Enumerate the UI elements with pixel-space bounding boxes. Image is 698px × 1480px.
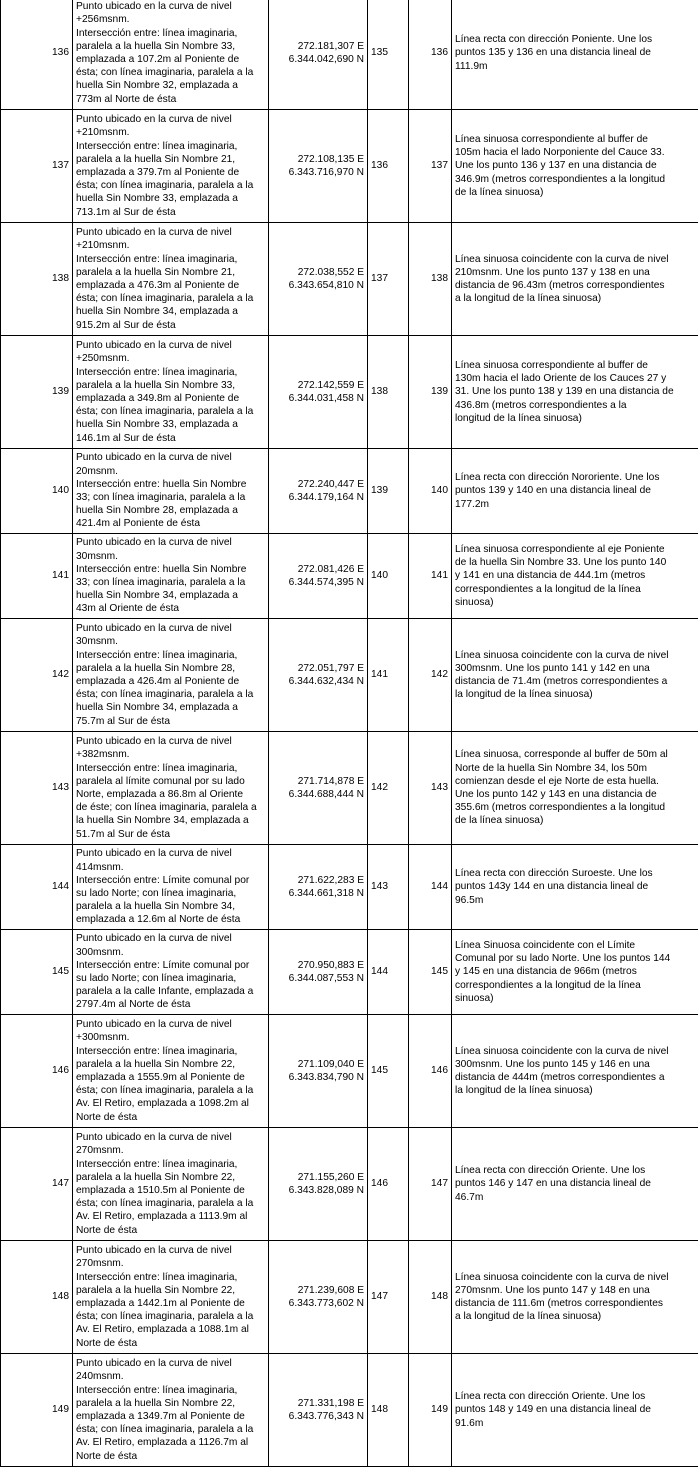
utm-coordinates <box>269 930 368 1015</box>
description-line: 75.7m al Sur de ésta <box>76 715 171 727</box>
utm-coordinates <box>269 110 368 223</box>
description-line: Av. El Retiro, emplazada a 1126.7m al <box>76 1437 249 1449</box>
point-description <box>73 619 269 732</box>
segment-from-point: 136 <box>368 110 409 223</box>
description-line: Norte de ésta <box>76 1111 138 1123</box>
point-number: 142 <box>1 619 73 732</box>
utm-coordinates <box>269 619 368 732</box>
segment-to-point: 140 <box>409 449 452 534</box>
table-row <box>1 619 698 732</box>
description-line: 43m al Oriente de ésta <box>76 603 180 615</box>
segment-from-point: 141 <box>368 619 409 732</box>
description-line: emplazada a 426.4m al Poniente de <box>76 676 240 687</box>
segment-line: Línea recta con dirección Nororiente. Une los <box>455 472 660 484</box>
point-description <box>73 930 269 1015</box>
segment-line: Línea sinuosa coincidente con la curva de nivel <box>455 1271 669 1283</box>
description-line: Punto ubicado en la curva de nivel <box>76 848 232 860</box>
segment-description <box>452 732 698 845</box>
point-number: 145 <box>1 930 73 1015</box>
utm-coordinates <box>269 1354 368 1467</box>
segment-line: longitud de la línea sinuosa) <box>455 412 582 424</box>
coordinate-east: 271.239,608 E <box>297 1284 364 1296</box>
segment-line: 111.9m <box>455 60 488 72</box>
coordinate-north: 6.343.828,089 N <box>288 1185 364 1196</box>
segment-line: la longitud de la línea sinuosa) <box>455 1085 593 1097</box>
segment-line: 210msnm. Une los punto 137 y 138 en una <box>455 266 650 278</box>
segment-line: puntos 135 y 136 en una distancia lineal de <box>455 47 651 59</box>
segment-line: Une los punto 136 y 137 en una distancia de <box>455 160 657 172</box>
segment-to-point: 138 <box>409 223 452 336</box>
utm-coordinates <box>269 0 368 110</box>
description-line: ésta; con línea imaginaria, paralela a la <box>76 1311 254 1323</box>
segment-line: 300msnm. Une los punto 141 y 142 en una <box>455 662 650 674</box>
description-line: emplazada a 349.8m al Poniente de <box>76 393 240 404</box>
description-line: emplazada a 1555.9m al Poniente de <box>76 1072 245 1083</box>
table-row <box>1 336 698 449</box>
point-description <box>73 1354 269 1467</box>
coordinate-east: 271.622,283 E <box>297 874 364 886</box>
segment-line: 91.6m <box>455 1417 484 1429</box>
description-line: 421.4m al Poniente de ésta <box>76 518 201 530</box>
description-line: paralela a la huella Sin Nombre 34, <box>76 901 236 913</box>
description-line: Punto ubicado en la curva de nivel <box>76 1132 232 1144</box>
description-line: +210msnm. <box>76 240 130 252</box>
segment-from-point: 142 <box>368 732 409 845</box>
segment-line: 300msnm. Une los punto 145 y 146 en una <box>455 1058 650 1070</box>
coordinate-east: 272.081,426 E <box>297 563 364 575</box>
segment-from-point: 143 <box>368 845 409 930</box>
point-number: 149 <box>1 1354 73 1467</box>
segment-line: Línea sinuosa correspondiente al eje Poniente <box>455 543 665 555</box>
utm-coordinates <box>269 732 368 845</box>
coordinate-east: 271.155,260 E <box>297 1171 364 1183</box>
description-line: Punto ubicado en la curva de nivel <box>76 623 232 635</box>
description-line: huella Sin Nombre 33, emplazada a <box>76 193 238 205</box>
segment-line: Línea sinuosa correspondiente al buffer de <box>455 359 648 371</box>
table-body <box>1 0 698 1467</box>
coordinate-east: 271.714,878 E <box>297 775 364 787</box>
description-line: Punto ubicado en la curva de nivel <box>76 1245 232 1257</box>
description-line: emplazada a 476.3m al Poniente de <box>76 280 240 291</box>
segment-from-point: 144 <box>368 930 409 1015</box>
description-line: ésta; con línea imaginaria, paralela a la <box>76 1424 254 1436</box>
segment-line: Línea recta con dirección Oriente. Une los <box>455 1165 646 1177</box>
segment-line: 105m hacia el lado Norponiente del Cauce 33. <box>455 147 665 159</box>
segment-description <box>452 0 698 110</box>
description-line: ésta; con línea imaginaria, paralela a la <box>76 180 254 192</box>
table-row <box>1 223 698 336</box>
description-line: Intersección entre: línea imaginaria, <box>76 762 238 774</box>
segment-line: distancia de 444m (metros correspondientes a <box>455 1072 665 1083</box>
point-number: 138 <box>1 223 73 336</box>
description-line: 270msnm. <box>76 1258 124 1270</box>
point-number: 143 <box>1 732 73 845</box>
segment-to-point: 146 <box>409 1015 452 1128</box>
segment-line: y 141 en una distancia de 444.1m (metros <box>455 570 646 582</box>
segment-line: puntos 146 y 147 en una distancia lineal de <box>455 1178 651 1190</box>
segment-line: 130m hacia el lado Oriente de los Cauces 27 y <box>455 373 667 385</box>
description-line: 240msnm. <box>76 1371 124 1383</box>
point-number: 136 <box>1 0 73 110</box>
description-line: Intersección entre: línea imaginaria, <box>76 1384 238 1396</box>
utm-coordinates <box>269 336 368 449</box>
segment-to-point: 143 <box>409 732 452 845</box>
description-line: Av. El Retiro, emplazada a 1098.2m al <box>76 1098 249 1110</box>
description-line: su lado Norte; con línea imaginaria, <box>76 973 237 984</box>
point-description <box>73 336 269 449</box>
description-line: huella Sin Nombre 33, emplazada a <box>76 419 238 431</box>
description-line: ésta; con línea imaginaria, paralela a la <box>76 1085 254 1097</box>
description-line: emplazada a 1349.7m al Poniente de <box>76 1411 245 1422</box>
segment-from-point: 145 <box>368 1015 409 1128</box>
description-line: Intersección entre: Límite comunal por <box>76 959 250 971</box>
coordinate-east: 272.051,797 E <box>297 662 364 674</box>
point-description <box>73 1015 269 1128</box>
description-line: +210msnm. <box>76 127 130 139</box>
coordinate-east: 272.240,447 E <box>297 478 364 490</box>
description-line: Intersección entre: Límite comunal por <box>76 874 250 886</box>
description-line: Punto ubicado en la curva de nivel <box>76 933 232 945</box>
segment-description <box>452 110 698 223</box>
segment-description <box>452 1015 698 1128</box>
description-line: 300msnm. <box>76 946 124 958</box>
table-row <box>1 845 698 930</box>
description-line: paralela a la huella Sin Nombre 22, <box>76 1397 236 1409</box>
coordinate-north: 6.344.632,434 N <box>288 676 364 687</box>
segment-line: puntos 139 y 140 en una distancia lineal de <box>455 485 651 497</box>
coordinate-east: 272.108,135 E <box>297 153 364 165</box>
description-line: paralela a la huella Sin Nombre 21, <box>76 153 236 165</box>
segment-line: 355.6m (metros correspondientes a la longitud <box>455 802 666 814</box>
utm-coordinates <box>269 1015 368 1128</box>
table-row <box>1 732 698 845</box>
segment-from-point: 148 <box>368 1354 409 1467</box>
segment-line: Línea sinuosa, corresponde al buffer de 50m al <box>455 749 668 761</box>
segment-to-point: 141 <box>409 534 452 619</box>
segment-line: 46.7m <box>455 1191 484 1203</box>
point-description <box>73 1128 269 1241</box>
coordinate-east: 272.142,559 E <box>297 379 364 391</box>
segment-to-point: 148 <box>409 1241 452 1354</box>
coordinate-east: 270.950,883 E <box>297 959 364 971</box>
description-line: Punto ubicado en la curva de nivel <box>76 114 232 126</box>
coordinate-north: 6.344.574,395 N <box>288 577 364 588</box>
segment-line: de la huella Sin Nombre 33. Une los punto 140 <box>455 557 667 569</box>
utm-coordinates <box>269 223 368 336</box>
segment-description <box>452 845 698 930</box>
point-description <box>73 0 269 110</box>
table-row <box>1 449 698 534</box>
utm-coordinates <box>269 845 368 930</box>
segment-line: 270msnm. Une los punto 147 y 148 en una <box>455 1284 650 1296</box>
segment-line: Línea sinuosa coincidente con la curva de nivel <box>455 649 669 661</box>
table-row <box>1 1128 698 1241</box>
coordinate-north: 6.344.031,458 N <box>288 393 364 404</box>
segment-line: distancia de 111.6m (metros correspondientes <box>455 1298 664 1309</box>
table-row <box>1 110 698 223</box>
segment-line: distancia de 71.4m (metros correspondientes a <box>455 676 668 687</box>
description-line: 20msnm. <box>76 465 118 477</box>
description-line: Norte, emplazada a 86.8m al Oriente <box>76 789 244 800</box>
segment-line: correspondientes a la longitud de la línea <box>455 979 641 991</box>
description-line: Norte de ésta <box>76 1224 138 1236</box>
segment-description <box>452 1241 698 1354</box>
description-line: paralela a la huella Sin Nombre 22, <box>76 1284 236 1296</box>
table-row <box>1 930 698 1015</box>
coordinate-east: 272.181,307 E <box>297 40 364 52</box>
segment-line: de la línea sinuosa) <box>455 186 544 198</box>
coordinate-north: 6.343.834,790 N <box>288 1072 364 1083</box>
description-line: emplazada a 1510.5m al Poniente de <box>76 1185 245 1196</box>
segment-line: Línea recta con dirección Oriente. Une los <box>455 1391 646 1403</box>
segment-line: puntos 143y 144 en una distancia lineal de <box>455 881 649 893</box>
description-line: 270msnm. <box>76 1145 124 1157</box>
segment-line: 346.9m (metros correspondientes a la longitud <box>455 173 666 185</box>
segment-description <box>452 1354 698 1467</box>
table-row <box>1 534 698 619</box>
description-line: 146.1m al Sur de ésta <box>76 432 176 444</box>
segment-line: Línea recta con dirección Suroeste. Une los <box>455 868 653 880</box>
description-line: huella Sin Nombre 34, emplazada a <box>76 590 238 602</box>
segment-description <box>452 1128 698 1241</box>
description-line: paralela a la huella Sin Nombre 21, <box>76 266 236 278</box>
description-line: Intersección entre: línea imaginaria, <box>76 1045 238 1057</box>
description-line: paralela a la huella Sin Nombre 33, <box>76 40 236 52</box>
point-description <box>73 534 269 619</box>
segment-line: de la línea sinuosa) <box>455 815 544 827</box>
segment-to-point: 145 <box>409 930 452 1015</box>
description-line: Punto ubicado en la curva de nivel <box>76 452 232 464</box>
utm-coordinates <box>269 449 368 534</box>
description-line: ésta; con línea imaginaria, paralela a la <box>76 406 254 418</box>
description-line: huella Sin Nombre 34, emplazada a <box>76 702 238 714</box>
description-line: 33; con línea imaginaria, paralela a la <box>76 492 246 503</box>
segment-from-point: 140 <box>368 534 409 619</box>
description-line: 915.2m al Sur de ésta <box>76 319 176 331</box>
point-number: 147 <box>1 1128 73 1241</box>
segment-line: sinuosa) <box>455 596 494 608</box>
description-line: Punto ubicado en la curva de nivel <box>76 736 232 748</box>
coordinate-north: 6.344.661,318 N <box>288 888 364 899</box>
description-line: Intersección entre: huella Sin Nombre <box>76 478 247 490</box>
coordinate-east: 271.331,198 E <box>297 1397 364 1409</box>
description-line: ésta; con línea imaginaria, paralela a la <box>76 1198 254 1210</box>
segment-from-point: 137 <box>368 223 409 336</box>
segment-line: 177.2m <box>455 498 489 510</box>
description-line: paralela a la huella Sin Nombre 33, <box>76 379 236 391</box>
description-line: ésta; con línea imaginaria, paralela a la <box>76 293 254 305</box>
segment-description <box>452 534 698 619</box>
coordinate-north: 6.343.773,602 N <box>288 1298 364 1309</box>
description-line: paralela a la calle Infante, emplazada a <box>76 986 254 998</box>
segment-line: Línea sinuosa coincidente con la curva de nivel <box>455 1045 669 1057</box>
description-line: 713.1m al Sur de ésta <box>76 206 176 218</box>
segment-line: Línea Sinuosa coincidente con el Límite <box>455 939 636 951</box>
description-line: Intersección entre: línea imaginaria, <box>76 27 238 39</box>
description-line: Intersección entre: línea imaginaria, <box>76 1158 238 1170</box>
segment-description <box>452 930 698 1015</box>
segment-line: Norte de la huella Sin Nombre 34, los 50m <box>455 762 647 774</box>
segment-to-point: 136 <box>409 0 452 110</box>
description-line: Punto ubicado en la curva de nivel <box>76 1 232 13</box>
description-line: 30msnm. <box>76 550 118 562</box>
segment-description <box>452 223 698 336</box>
point-number: 148 <box>1 1241 73 1354</box>
description-line: 33; con línea imaginaria, paralela a la <box>76 577 246 588</box>
point-number: 146 <box>1 1015 73 1128</box>
description-line: 2797.4m al Norte de ésta <box>76 999 191 1011</box>
coordinate-north: 6.344.087,553 N <box>288 973 364 984</box>
description-line: Norte de ésta <box>76 1337 138 1349</box>
segment-line: puntos 148 y 149 en una distancia lineal de <box>455 1404 651 1416</box>
description-line: Punto ubicado en la curva de nivel <box>76 340 232 352</box>
description-line: paralela a la huella Sin Nombre 28, <box>76 662 236 674</box>
segment-to-point: 144 <box>409 845 452 930</box>
table-row <box>1 1241 698 1354</box>
description-line: de éste; con línea imaginaria, paralela a <box>76 802 257 814</box>
description-line: emplazada a 379.7m al Poniente de <box>76 167 240 178</box>
point-description <box>73 223 269 336</box>
description-line: la huella Sin Nombre 34, emplazada a <box>76 815 249 827</box>
segment-description <box>452 449 698 534</box>
description-line: Intersección entre: línea imaginaria, <box>76 366 238 378</box>
description-line: Intersección entre: línea imaginaria, <box>76 1271 238 1283</box>
segment-from-point: 138 <box>368 336 409 449</box>
coordinate-east: 271.109,040 E <box>297 1058 364 1070</box>
point-number: 141 <box>1 534 73 619</box>
description-line: Intersección entre: línea imaginaria, <box>76 649 238 661</box>
coordinate-north: 6.343.716,970 N <box>288 167 364 178</box>
description-line: Intersección entre: huella Sin Nombre <box>76 563 247 575</box>
description-line: 51.7m al Sur de ésta <box>76 828 171 840</box>
description-line: Intersección entre: línea imaginaria, <box>76 140 238 152</box>
segment-to-point: 139 <box>409 336 452 449</box>
segment-from-point: 146 <box>368 1128 409 1241</box>
segment-line: sinuosa) <box>455 992 494 1004</box>
segment-to-point: 137 <box>409 110 452 223</box>
description-line: Punto ubicado en la curva de nivel <box>76 1358 232 1370</box>
segment-line: correspondientes a la longitud de la línea <box>455 583 641 595</box>
description-line: huella Sin Nombre 32, emplazada a <box>76 80 238 92</box>
segment-to-point: 147 <box>409 1128 452 1241</box>
point-number: 139 <box>1 336 73 449</box>
segment-to-point: 149 <box>409 1354 452 1467</box>
point-description <box>73 110 269 223</box>
description-line: Punto ubicado en la curva de nivel <box>76 537 232 549</box>
table-row <box>1 1015 698 1128</box>
description-line: paralela al límite comunal por su lado <box>76 775 245 787</box>
description-line: 773m al Norte de ésta <box>76 93 177 105</box>
description-line: emplazada a 1442.1m al Poniente de <box>76 1298 245 1309</box>
description-line: su lado Norte; con línea imaginaria, <box>76 888 237 899</box>
coordinate-east: 272.038,552 E <box>297 266 364 278</box>
segment-line: 96.5m <box>455 894 484 906</box>
description-line: Punto ubicado en la curva de nivel <box>76 1019 232 1031</box>
segment-line: Línea recta con dirección Poniente. Une los <box>455 34 653 46</box>
description-line: +250msnm. <box>76 353 130 365</box>
point-number: 140 <box>1 449 73 534</box>
segment-line: distancia de 96.43m (metros correspondientes <box>455 280 665 291</box>
segment-line: comienzan desde el eje Norte de esta huella. <box>455 775 659 787</box>
coordinate-north: 6.344.688,444 N <box>288 789 364 800</box>
description-line: Av. El Retiro, emplazada a 1088.1m al <box>76 1324 249 1336</box>
description-line: +300msnm. <box>76 1032 130 1044</box>
description-line: Intersección entre: línea imaginaria, <box>76 253 238 265</box>
description-line: 30msnm. <box>76 636 118 648</box>
segment-from-point: 147 <box>368 1241 409 1354</box>
segment-line: a la longitud de la línea sinuosa) <box>455 293 602 305</box>
segment-to-point: 142 <box>409 619 452 732</box>
coordinate-north: 6.343.654,810 N <box>288 280 364 291</box>
segment-line: Línea sinuosa coincidente con la curva de nivel <box>455 253 669 265</box>
segment-line: y 145 en una distancia de 966m (metros <box>455 966 637 978</box>
point-description <box>73 732 269 845</box>
coordinate-north: 6.344.042,690 N <box>288 54 364 65</box>
point-description <box>73 449 269 534</box>
coordinate-north: 6.344.179,164 N <box>288 492 364 503</box>
point-description <box>73 1241 269 1354</box>
description-line: paralela a la huella Sin Nombre 22, <box>76 1058 236 1070</box>
utm-coordinates <box>269 534 368 619</box>
utm-coordinates <box>269 1128 368 1241</box>
description-line: +382msnm. <box>76 749 130 761</box>
description-line: Norte de ésta <box>76 1450 138 1462</box>
point-number: 144 <box>1 845 73 930</box>
point-description <box>73 845 269 930</box>
description-line: paralela a la huella Sin Nombre 22, <box>76 1171 236 1183</box>
description-line: huella Sin Nombre 34, emplazada a <box>76 306 238 318</box>
description-line: 414msnm. <box>76 861 124 873</box>
segment-line: Comunal por su lado Norte. Une los puntos 144 <box>455 953 671 965</box>
description-line: ésta; con línea imaginaria, paralela a la <box>76 67 254 79</box>
segment-description <box>452 619 698 732</box>
description-line: emplazada a 107.2m al Poniente de <box>76 54 240 65</box>
description-line: Punto ubicado en la curva de nivel <box>76 227 232 239</box>
segment-line: Une los punto 142 y 143 en una distancia de <box>455 789 657 800</box>
utm-coordinates <box>269 1241 368 1354</box>
segment-description <box>452 336 698 449</box>
table-row <box>1 1354 698 1467</box>
coordinate-north: 6.343.776,343 N <box>288 1411 364 1422</box>
description-line: ésta; con línea imaginaria, paralela a la <box>76 689 254 701</box>
description-line: emplazada a 12.6m al Norte de ésta <box>76 914 241 926</box>
table-row <box>1 0 698 110</box>
segment-from-point: 139 <box>368 449 409 534</box>
segment-line: 436.8m (metros correspondientes a la <box>455 399 627 411</box>
segment-line: 31. Une los punto 138 y 139 en una distancia de <box>455 386 674 398</box>
segment-line: a la longitud de la línea sinuosa) <box>455 1311 602 1323</box>
segment-from-point: 135 <box>368 0 409 110</box>
description-line: huella Sin Nombre 28, emplazada a <box>76 505 238 517</box>
segment-line: la longitud de la línea sinuosa) <box>455 689 593 701</box>
point-number: 137 <box>1 110 73 223</box>
description-line: +256msnm. <box>76 14 130 26</box>
segment-line: Línea sinuosa correspondiente al buffer de <box>455 133 648 145</box>
description-line: Av. El Retiro, emplazada a 1113.9m al <box>76 1211 248 1223</box>
